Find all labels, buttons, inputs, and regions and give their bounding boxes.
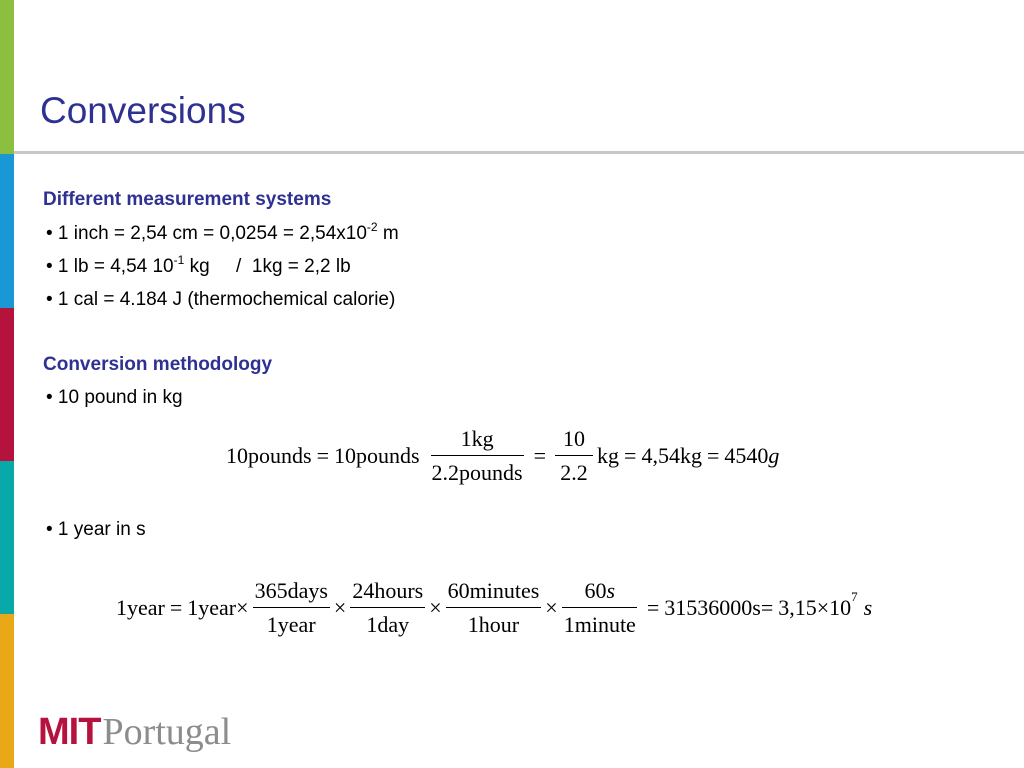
formula-year-to-seconds <box>116 578 872 638</box>
times-sign: × <box>816 595 830 620</box>
formula-pounds-unit: kg <box>597 443 620 468</box>
bullet-cal: • 1 cal = 4.184 J (thermochemical calorie) <box>46 289 396 310</box>
equals-sign: = <box>316 443 329 468</box>
title-divider <box>14 151 1024 154</box>
fraction-denominator: 1hour <box>467 612 520 637</box>
fraction-denominator: 2.2pounds <box>431 460 523 485</box>
formula-pounds-to-kg <box>226 426 779 486</box>
bullet-inch-unit: m <box>377 223 399 244</box>
fraction-numerator: 10 <box>555 426 593 456</box>
fraction-days-per-year <box>253 578 330 638</box>
times-sign: × <box>545 595 558 620</box>
fraction-denominator: 1year <box>266 612 316 637</box>
formula-pounds-result-g <box>724 443 779 469</box>
heading-measurement-systems: Different measurement systems <box>43 189 332 210</box>
fraction-seconds-per-minute <box>562 578 638 638</box>
formula-pounds-lhs: 10pounds <box>226 443 312 468</box>
fraction-numerator: 24hours <box>350 578 425 608</box>
formula-year-result-scientific <box>778 589 873 621</box>
fraction-numerator: 365days <box>253 578 330 608</box>
unit: s <box>863 595 873 620</box>
formula-year-lhs: 1year <box>116 595 165 620</box>
bullet-pounds-to-kg: • 10 pound in kg <box>46 387 183 408</box>
fraction-numerator <box>562 578 637 608</box>
equals-sign: = <box>760 595 774 620</box>
result-g-unit: g <box>768 443 780 468</box>
fraction-denominator: 1minute <box>563 612 636 637</box>
times-sign: × <box>236 595 249 620</box>
numerator-unit: s <box>606 578 616 603</box>
formula-pounds-result-kg: 4,54kg <box>641 443 702 468</box>
equals-sign: = <box>169 595 183 620</box>
logo-portugal-text: Portugal <box>102 711 232 753</box>
accent-strip-blue <box>0 154 14 308</box>
equals-sign: = <box>646 595 660 620</box>
accent-strip-red <box>0 308 14 461</box>
bullet-inch-exponent: -2 <box>366 220 378 234</box>
fraction-denominator: 1day <box>366 612 410 637</box>
bullet-inch <box>46 220 399 245</box>
bullet-lb-tail: kg / 1kg = 2,2 lb <box>184 256 351 277</box>
fraction-numerator: 1kg <box>431 426 524 456</box>
fraction-kg-per-pounds <box>430 426 525 486</box>
formula-pounds-term: 10pounds <box>333 443 420 468</box>
accent-strip-yellow <box>0 614 14 768</box>
base: 10 <box>829 595 852 620</box>
mit-portugal-logo <box>38 703 231 751</box>
times-sign: × <box>429 595 442 620</box>
bullet-year-to-seconds: • 1 year in s <box>46 519 146 540</box>
logo-mit-text: MIT <box>38 711 101 753</box>
heading-conversion-methodology: Conversion methodology <box>43 354 273 375</box>
bullet-lb <box>46 253 351 278</box>
mantissa: 3,15 <box>778 595 817 620</box>
equals-sign: = <box>533 443 547 468</box>
fraction-denominator: 2.2 <box>560 460 588 485</box>
exponent: 7 <box>851 589 858 604</box>
equals-sign: = <box>706 443 720 468</box>
formula-year-result-seconds: 31536000s <box>664 595 761 620</box>
slide-title: Conversions <box>40 90 246 131</box>
fraction-numerator: 60minutes <box>446 578 542 608</box>
numerator-value: 60 <box>584 578 607 603</box>
accent-strip-teal <box>0 461 14 614</box>
accent-strip-green <box>0 0 14 154</box>
fraction-hours-per-day <box>350 578 425 638</box>
result-g-value: 4540 <box>724 443 769 468</box>
fraction-minutes-per-hour <box>446 578 542 638</box>
fraction-ten-over-two-point-two <box>555 426 593 486</box>
bullet-lb-text: • 1 lb = 4,54 10 <box>46 256 174 277</box>
equals-sign: = <box>624 443 637 468</box>
bullet-lb-exponent: -1 <box>173 253 185 267</box>
bullet-inch-text: • 1 inch = 2,54 cm = 0,0254 = 2,54x10 <box>46 223 367 244</box>
times-sign: × <box>333 595 347 620</box>
formula-year-term: 1year <box>187 595 237 620</box>
